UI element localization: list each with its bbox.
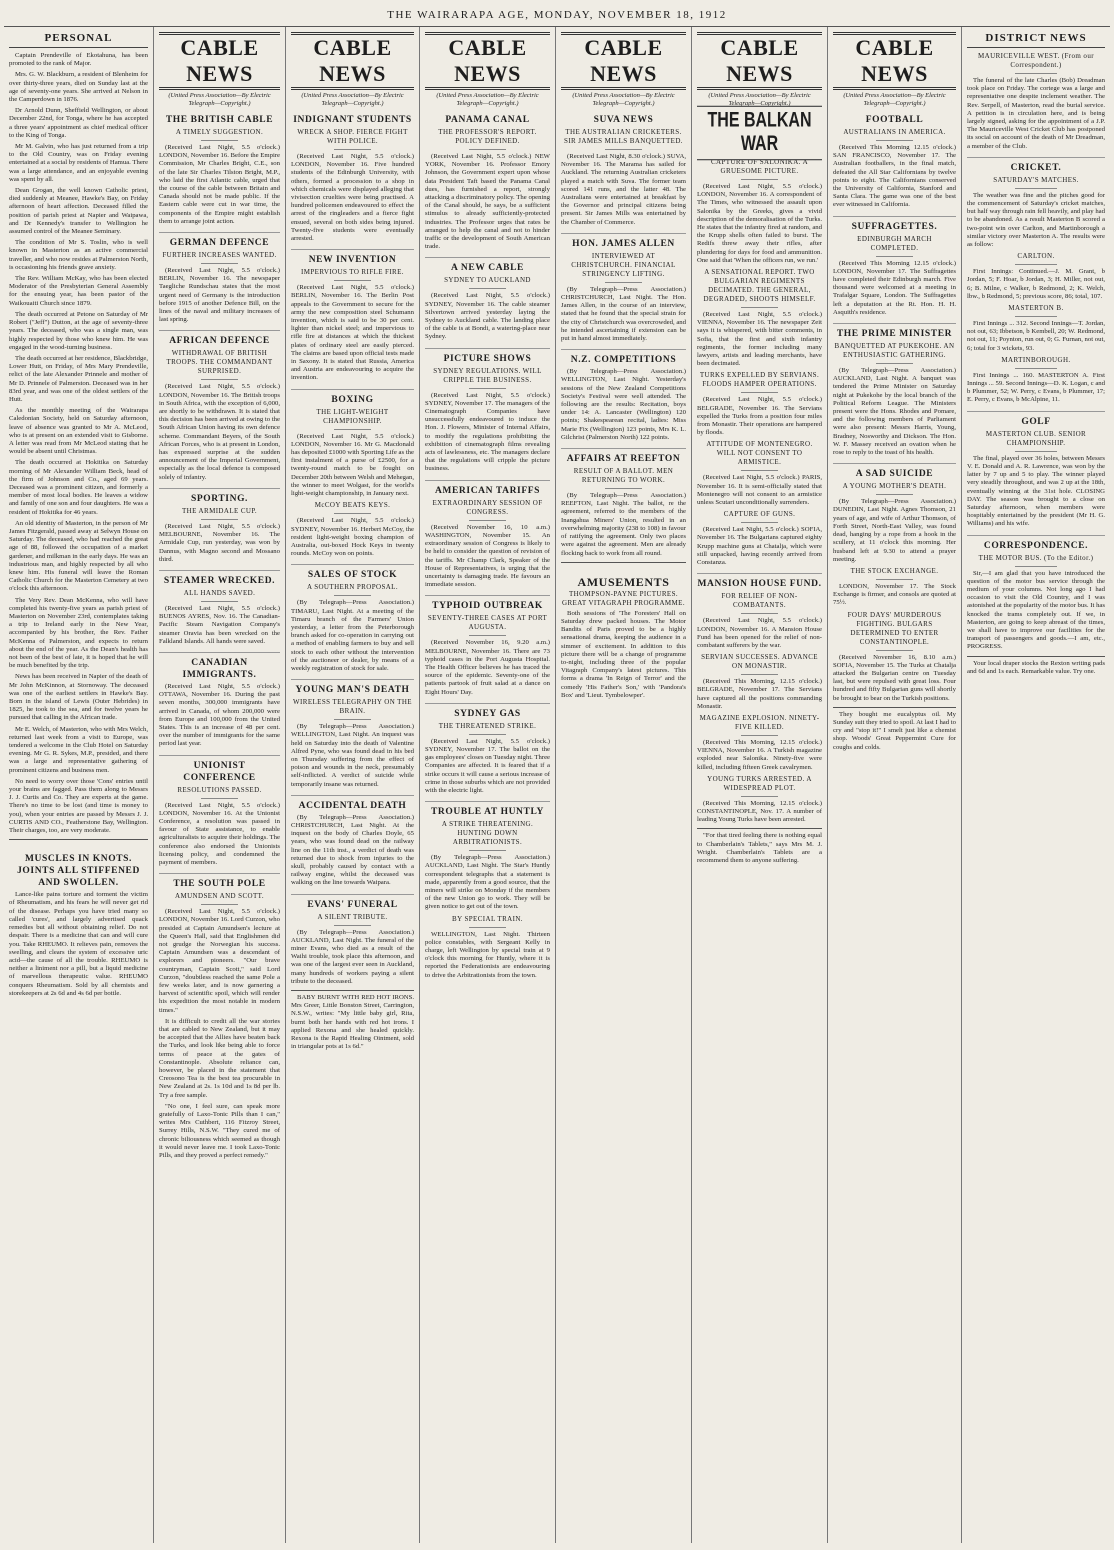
personal-item: An old identity of Masterton, in the person of Mr James Fitzgerald, passed away at Selwyn House on Saturday. The deceased, who had reached the great age of 88, followed the occupation of a market gardener, and milkman in the early days. He was an industrious man, and highly respected by all who knew him. His funeral will leave the Roman Catholic Church for the Masterton Cemetery at two o'clock this afternoon.	[9, 519, 148, 593]
divider	[741, 674, 779, 675]
article	[159, 570, 280, 646]
article-text: WELLINGTON, Last Night. Thirteen police constables, with Sergeant Kelly in charge, left Wellington by special train at 9 o'clock this morning for Huntly, where it is reported the Federationists are endeavouring to drive the Arbitrationists from the town.	[425, 930, 550, 979]
article-subheading: THE PROFESSOR'S REPORT. POLICY DEFINED.	[438, 128, 537, 145]
article-text: (Received Last Night, 5.5 o'clock.) SOFIA, November 16. The Bulgarians captured eighty Krupp machine guns at Chatalja, which were still unpacked, having recently arrived from Constanza.	[697, 526, 822, 567]
divider	[469, 635, 507, 636]
advertisement	[291, 990, 414, 1051]
article-text: It is difficult to credit all the war stories that are cabled to New Zealand, but it may be accepted that the Allies have beaten back the Turks, and look like being able to force terms of peace at the gates of Constantinople. Absolute reliance can, however, be placed in the statement that Creosono Tea is the best tea procurable in New Zealand at 2s. 1s 10d and 1s 8d per lb. Try a free sample.	[159, 1017, 280, 1099]
divider	[201, 140, 237, 141]
article-headline: NEW INVENTION	[291, 249, 414, 266]
article-headline: AFFAIRS AT REEFTON	[561, 448, 686, 465]
article-text: (By Telegraph—Press Association.) WELLINGTON, Last Night. Yesterday's sessions of the New Zealand Competitions Society's Festival were well attended. The following are the results: Recitation, boys under 14: A. Lancaster (Wellington) 120 points; Shakespearean recital, ladies: Miss Marie Fix (Wellington) 123 points, Mrs K. L. Gilchrist (Palmerston North) 122 points.	[561, 368, 686, 441]
article	[159, 1018, 280, 1100]
divider	[469, 388, 507, 389]
article-subheading: INTERVIEWED AT CHRISTCHURCH. FINANCIAL STRINGENCY LIFTING.	[571, 251, 676, 278]
article-headline: FOOTBALL	[865, 115, 924, 125]
articles	[425, 114, 550, 980]
article	[833, 463, 956, 564]
article-headline: THE PRIME MINISTER	[833, 323, 956, 340]
article	[561, 233, 686, 343]
divider	[469, 520, 507, 521]
cable-news-banner: CABLE NEWS	[561, 32, 686, 90]
column-personal	[4, 27, 154, 1543]
article-text: (Received Last Night, 5.5 o'clock.) VIENNA, November 16. The newspaper Zeit says it is whispered, with bitter comments, in Sofia, that the first and sixth infantry regiments, the former including many lawyers, artists and leading merchants, have been decimated.	[697, 311, 822, 368]
article	[425, 257, 550, 341]
divider	[876, 579, 913, 580]
article-headline: THE BRITISH CABLE	[165, 115, 274, 125]
divider	[876, 650, 913, 651]
article-headline: SPORTING.	[159, 488, 280, 505]
advertisement	[9, 839, 148, 998]
article-text: (By Telegraph—Press Association.) AUCKLAND, Last Night. The funeral of the miner Evans, who died as a result of the Waihi trouble, took place this afternoon, and was one of the largest ever seen in Auckland, many hundreds of workers paying a silent tribute to the deceased.	[291, 928, 414, 985]
article	[159, 232, 280, 324]
article	[159, 652, 280, 749]
article	[967, 356, 1105, 405]
cable-news-banner: CABLE NEWS	[833, 32, 956, 90]
ad-text: They bought me eucalyptus oil. My Sunday suit they tried to spoil. At last I had to cry and "stop it!" I smelt just like a chemist shop. Woods' Great Peppermint Cure for coughs and colds.	[833, 710, 956, 751]
article-subheading: SATURDAY'S MATCHES.	[993, 175, 1079, 184]
article-headline: CRICKET.	[967, 157, 1105, 174]
article-text: (Received November 16, 10 a.m.) WASHINGTON, November 15. An extraordinary session of Congress is likely to be held to consider the question of revision of the tariffs. Mr Champ Clark, Speaker of the House of Representatives, is urging that the uncertainty is damaging trade. He favours an immediate session.	[425, 523, 550, 589]
article	[425, 703, 550, 795]
divider	[605, 149, 643, 150]
press-association-credit: (United Press Association—By Electric Telegraph—Copyright.)	[572, 92, 675, 107]
divider	[876, 363, 913, 364]
article-subheading: EDINBURGH MARCH COMPLETED.	[857, 234, 932, 252]
ad-text: Your local draper stocks the Rexton writing pads and 6d and 1s each. Remarkable value. Try one.	[967, 659, 1105, 675]
article	[967, 157, 1105, 249]
article	[159, 873, 280, 1015]
article-subheading: MAGAZINE EXPLOSION. NINETY-FIVE KILLED.	[699, 713, 820, 731]
article	[967, 535, 1105, 652]
article-headline: MANSION HOUSE FUND.	[697, 573, 822, 590]
ad-subtitle: THOMPSON-PAYNE PICTURES. GREAT VITAGRAPH PROGRAMME.	[562, 589, 685, 607]
article-text: (By Telegraph—Press Association.) REEFTON, Last Night. The ballot, re the agreement, referred to the members of the Inangahua Miners' Union, resulted in an overwhelming majority (238 to 108) in favour of ratifying the agreement. Only two places were against the agreement. Men are already flocking back to work from all round.	[561, 492, 686, 557]
divider	[876, 494, 913, 495]
article-text: The final, played over 36 holes, between Messrs V. E. Donald and A. R. Lawrence, was won by the latter by 7 up and 5 to play. The winner played very steadily throughout, and was 2 up at the 18th, eventually winning at the 31st hole. CLOSING DAY. The season was brought to a close on Saturday afternoon, when members were hospitably entertained by the president (Mr H. G. Williams) and his wife.	[967, 454, 1105, 528]
article-headline: SUVA NEWS	[593, 115, 654, 125]
article-headline: YOUNG MAN'S DEATH	[291, 679, 414, 696]
article	[697, 775, 822, 825]
article-text: (Received This Morning, 12.15 o'clock.) VIENNA, November 16. A Turkish magazine exploded near Salonika. Ninety-five were killed, including fifteen Greek cavalrymen.	[697, 738, 822, 771]
article-headline: SYDNEY GAS	[425, 703, 550, 720]
article	[425, 595, 550, 696]
divider	[201, 379, 237, 380]
article-subheading: CARLTON.	[1017, 252, 1055, 261]
article	[425, 114, 550, 251]
ad-title: AMUSEMENTS	[577, 574, 670, 589]
article-headline: BOXING	[291, 389, 414, 406]
articles	[159, 114, 280, 1160]
article-text: (By Telegraph—Press Association.) CHRISTCHURCH, Last Night. At the inquest on the body of Charles Doyle, 65 years, who was found dead on the railway line on the 11th inst., a verdict of death was returned due to shock from injuries to the skull, probably caused by contact with a railway engine, whilst the deceased was walking on the line towards Waipara.	[291, 813, 414, 887]
article-headline: PANAMA CANAL	[445, 115, 530, 125]
article-text: (Received Last Night, 5.5 o'clock.) PARIS, November 16. It is semi-officially stated that Montenegro will not consent to an armistice unless Scutari unconditionally surrenders.	[697, 474, 822, 507]
article-headline: A SAD SUICIDE	[833, 463, 956, 480]
article	[291, 894, 414, 986]
article-text: (By Telegraph—Press Association.) DUNEDIN, Last Night. Agnes Thomson, 21 years of age, and wife of Arthur Thomson, of Forth Street, North-East Valley, was found dead, hanging by a rope from a hook in the scullery, at 11 o'clock this morning. Her husband left at 9.30 to attend a prayer meeting.	[833, 498, 956, 563]
divider	[605, 488, 643, 489]
advertisement	[697, 828, 822, 865]
article-text: (Received Last Night, 8.30 o'clock.) SUVA, November 16. The Marama has sailed for Auckland. The returning Australian cricketers played a match with Suva. The former team scored 141 runs, and the latter 48. The Australians were entertained at breakfast by the Governor and principal citizens being present. Sir James Mills was entertained by the Chamber of Commerce.	[561, 153, 686, 226]
article-subheading: THE LIGHT-WEIGHT CHAMPIONSHIP.	[316, 407, 389, 425]
article-subheading: AUSTRALIANS IN AMERICA.	[843, 128, 946, 136]
article-text: (Received Last Night, 5.5 o'clock.) LONDON, November 16. Mr G. Macdonald has deposited £1000 with Sporting Life as the first instalment of a purse of £2500, for a twenty-round match to be fought on December 20th between Welsh and Mehegan, the winner to meet Wolgast, for the world's light-weight championship, in January next.	[291, 432, 414, 498]
article-text: (Received Last Night, 5.5 o'clock.) MELBOURNE, November 16. The Armidale Cup, run yesterday, was won by Dannus, with Magno second and Mossano third.	[159, 522, 280, 563]
personal-item: Mr E. Welch, of Masterton, who with Mrs Welch, returned last week from a visit to Europe, was tendered a welcome in the Club Hotel on Saturday evening. Mr G. R. Sykes, M.P., presided, and there was a large and representative gathering of prominent citizens and business men.	[9, 725, 148, 774]
article-subheading: THE THREATENED STRIKE.	[438, 721, 537, 730]
article-subheading: SERVIAN SUCCESSES. ADVANCE ON MONASTIR.	[701, 653, 818, 671]
personal-item: Mrs. G. W. Blackburn, a resident of Blenheim for over thirty-three years, died on Sunday last at the age of seventy-one years. She arrived at Nelson in the Camperdown in 1876.	[9, 71, 148, 104]
column-cable-news-2	[286, 27, 420, 1543]
divider	[469, 850, 507, 851]
divider	[334, 595, 371, 596]
article	[833, 567, 956, 608]
article-text: (By Telegraph—Press Association.) AUCKLAND, Last Night. A banquet was tendered the Prime Minister on Saturday night at Pukekohe by the local branch of the Political Reform League. The Ministers present were the Hons. Rhodes and Pomare, and the following members of Parliament were also present: Messrs Harris, Young, Bradney, Nosworthy and Dickson. The Hon. W. F. Massey received an ovation when he rose to reply to the toast of his health.	[833, 367, 956, 457]
article-subheading: MAURICEVILLE WEST. (From our Correspondent.)	[978, 52, 1094, 69]
article-subheading: BANQUETTED AT PUKEKOHE. AN ENTHUSIASTIC GATHERING.	[834, 342, 955, 360]
press-association-credit: (United Press Association—By Electric Telegraph—Copyright.)	[436, 92, 539, 107]
article-subheading: FURTHER INCREASES WANTED.	[162, 251, 277, 260]
personal-item: Dean Grogan, the well known Catholic priest, died suddenly at Meanee, Hawke's Bay, on Friday afternoon of heart affection. Deceased filled the position of parish priest at Napier and Waipawa, and Dr Kennedy's transfer to Wellington he assumed control of the Meanee Seminary.	[9, 187, 148, 236]
article-subheading: CAPTURE OF GUNS.	[723, 510, 796, 519]
article-text: (Received Last Night, 5.5 o'clock.) BERLIN, November 16. The Berlin Post appeals to the Government to secure for the army the new composition steel Schumann invention, which is said to be 30 per cent. lighter than nickel steel; and impervious to rifle fire at distances at which the thickest plates of ordinary steel are easily pierced. The claims are based upon official tests made in Saxony. It is stated that Russia, America and Austria are endeavouring to acquire the invention.	[291, 284, 414, 382]
divider	[741, 392, 779, 393]
articles	[697, 158, 822, 824]
article	[291, 795, 414, 888]
divider	[876, 256, 913, 257]
article-subheading: CAPTURE OF SALONIKA. A GRUESOME PICTURE.	[710, 158, 809, 175]
article-headline: TYPHOID OUTBREAK	[425, 595, 550, 612]
article-text: (By Telegraph—Press Association.) WELLINGTON, Last Night. An inquest was held on Saturday into the death of Valentine Alfred Pyne, who was found dead in his bed on Thursday suffering from the effect of poison and wounds in the neck, presumably self-inflicted. A verdict of suicide while temporarily insane was returned.	[291, 723, 414, 788]
article	[697, 573, 822, 650]
divider	[201, 904, 237, 905]
article-text: First Innings ... 160. MASTERTON A. First Innings ... 59. Second Innings—D. K. Logan, c and b Plummer, 52; W. Perry, c Evans, b Plummer, 17; E. Perry, c Evans, b McAlpine, 11.	[967, 371, 1105, 404]
article-text: (Received Last Night, 5.5 o'clock.) LONDON, November 16. A Mansion House Fund has been opened for the relief of non-combatant sufferers by the war.	[697, 617, 822, 649]
divider	[201, 519, 237, 520]
ad-text: BABY BURNT WITH RED HOT IRONS. Mrs Greer, Little Bonston Street, Carrington, N.S.W., writes: "My little baby girl, Rita, burnt both her hands with red hot irons. I applied Rexona and she healed quickly. Rexona is the Rapid Healing Ointment, sold in triangular pots at 1s 6d."	[291, 994, 414, 1051]
article	[967, 252, 1105, 301]
article	[697, 440, 822, 507]
article-subheading: MARTINBOROUGH.	[1001, 355, 1071, 364]
article-headline: SALES OF STOCK	[291, 564, 414, 581]
article	[425, 348, 550, 474]
divider	[1015, 451, 1056, 452]
column-cable-news-4	[556, 27, 692, 1543]
article-subheading: THE AUSTRALIAN CRICKETERS. SIR JAMES MILLS BANQUETTED.	[564, 128, 683, 145]
press-association-credit: (United Press Association—By Electric Telegraph—Copyright.)	[708, 92, 811, 107]
article-subheading: A SILENT TRIBUTE.	[317, 912, 388, 921]
article-headline: TROUBLE AT HUNTLY	[425, 801, 550, 818]
article-subheading: WITHDRAWAL OF BRITISH TROOPS. THE COMMANDANT SURPRISED.	[166, 349, 273, 376]
article	[291, 679, 414, 789]
article-text: The weather was fine and the pitches good for the commencement of Saturday's cricket matches, but half way through rain fell heavily, and play had to be abandoned. As a result Masterton B scored a two-point win over Carlton, and Martinborough a similar victory over Masterton A. The results were as follow:	[967, 191, 1105, 249]
divider	[1015, 316, 1056, 317]
article-headline: SUFFRAGETTES.	[833, 216, 956, 233]
article-subheading: SYDNEY REGULATIONS. WILL CRIPPLE THE BUSINESS.	[433, 366, 542, 384]
article-text: (Received Last Night, 5.5 o'clock.) SYDNEY, November 16. Herbert McCoy, the resident light-weight boxing champion of Australia, out-boxed Hock Keys in twenty rounds. McCoy won on points.	[291, 517, 414, 558]
article-text: Sir,—I am glad that you have introduced the question of the motor bus service through the medium of your columns. Not long ago I had occasion to visit the Old Country, and I was astonished at the popularity of the motor bus. It has knocked the trams completely out. If we, in Masterton, are going to keep abreast of the times, we shall have to improve our facilities for the transport of passengers and goods.—I am, etc., PROGRESS.	[967, 569, 1105, 651]
divider	[201, 798, 237, 799]
article-subheading: THE STOCK EXCHANGE.	[850, 566, 939, 575]
divider	[334, 280, 371, 281]
press-association-credit: (United Press Association—By Electric Telegraph—Copyright.)	[301, 92, 404, 107]
article-text: (Received Last Night, 5.5 o'clock.) LONDON, November 16. The British troops in South Africa, with the exception of 6,000, are shortly to be withdrawn. It is stated that this decision has been arrived at owing to the South African Union having its own defence scheme. Commandant Beyers, of the South African Forces, who is at present in London, has expressed surprise at the sudden announcement of the Imperial Government, especially as the local defence is composed solely of infantry.	[159, 383, 280, 481]
cable-news-banner: CABLE NEWS	[291, 32, 414, 90]
article-text: (Received November 16, 8.10 a.m.) SOFIA, November 15. The Turks at Chatalja attacked the Bulgarian centre on Tuesday last, but were repulsed with great loss. Four hundred and fifty Bulgarian guns will shortly be brought to bear on the Turkish positions.	[833, 653, 956, 702]
masthead: THE WAIRARAPA AGE, MONDAY, NOVEMBER 18, 1912	[4, 4, 1110, 27]
article-subheading: A YOUNG MOTHER'S DEATH.	[842, 482, 947, 491]
cable-news-banner: CABLE NEWS	[159, 32, 280, 90]
article-text: (Received This Morning 12.15 o'clock.) SAN FRANCISCO, November 17. The Australian footballers, in the final match, defeated the All Star Californians by twelve points to eight. The Californians conserved the University of California, Stanford and Santa Clara. The game was one of the best ever witnessed in California.	[833, 144, 956, 209]
divider	[469, 927, 507, 928]
article	[833, 611, 956, 703]
article-text: (Received Last Night, 5.5 o'clock.) BERLIN, November 16. The newspaper Taegliche Rundschau states that the most urgent need of Germany is the introduction before 1915 of another Defence Bill, on the lines of the naval and military increases of last spring.	[159, 267, 280, 324]
article-text: (Received Last Night, 5.5 o'clock.) LONDON, November 16. Five hundred students of the Edinburgh University, with others, formed a procession to a shop in which chemicals were displayed alleging that vivisection cruelties were being practised. A hundred policemen endeavoured to effect the arrest of the ringleaders and a fierce fight ensued, several on both sides being injured. Twenty-five students were eventually arrested.	[291, 153, 414, 243]
article-headline: A NEW CABLE	[425, 257, 550, 274]
divider	[741, 613, 779, 614]
personal-item: Captain Prendeville of Ekotahuna, has been promoted to the rank of Major.	[9, 52, 148, 68]
ad-title: MUSCLES IN KNOTS. JOINTS ALL STIFFENED AND SWOLLEN.	[17, 854, 140, 889]
article	[291, 501, 414, 558]
article	[967, 304, 1105, 353]
divider	[741, 307, 779, 308]
personal-item: The death occurred at her residence, Blackbridge, Lower Hutt, on Friday, of Mrs Mary Prendeville, relict of the late Alexander Prinnele and mother of Mr D. Prinnele of Palmerston. Deceased was in her 83rd year, and was one of the oldest settlers of the Hutt.	[9, 354, 148, 403]
divider	[741, 470, 779, 471]
personal-item: No need to worry over those 'Cons' entries until your brains are fagged. Pass them along to Messrs J. J. Curtis and Co. They are experts at the game. There's no time to be lost (and time is money to you), when your entries are passed by Messrs J. J. CURTIS AND CO., Featherstone Bay, Wellington. Their charges, too, are very moderate.	[9, 777, 148, 835]
section-title: PERSONAL	[9, 32, 148, 48]
article	[159, 1103, 280, 1160]
divider	[334, 719, 371, 720]
article	[291, 114, 414, 243]
article	[967, 411, 1105, 529]
article-headline: INDIGNANT STUDENTS	[293, 115, 412, 125]
article	[561, 114, 686, 227]
article-text: The funeral of the late Charles (Bob) Dreadman took place on Friday. The cortege was a large and representative one despite inclement weather. The Rev. Serpell, of Masterton, read the burial service. A petition is in circulation here, and is being largely signed, asking for the appointment of a J.P. The Mauriceville West Cricket Club has postponed its social on account of the death of Mr Dreadman, a member of the Club.	[967, 77, 1105, 150]
article-subheading: THE ARMIDALE CUP.	[181, 506, 258, 515]
personal-paragraphs	[9, 52, 148, 835]
column-cable-news-3	[420, 27, 556, 1543]
cable-news-banner: CABLE NEWS	[425, 32, 550, 90]
article-text: (Received Last Night, 5.5 o'clock.) SYDNEY, November 16. The cable steamer Silvertown arrived yesterday laying the Sydney to Auckland cable. The landing place of the cable is at Bondi, a watering-place near Sydney.	[425, 292, 550, 341]
divider	[334, 149, 371, 150]
column-cable-news-5	[692, 27, 828, 1543]
article-subheading: BY SPECIAL TRAIN.	[452, 914, 523, 923]
personal-item: The death occurred at Hokitika on Saturday morning of Mr Alexander William Beck, head of the firm of Johnson and Co., aged 69 years. Deceased was a prominent citizen, and formerly a member of most local bodies. He leaves a widow and family of one son and four daughters. He was a resident of Hokitika for 46 years.	[9, 459, 148, 516]
article	[425, 801, 550, 911]
divider	[876, 140, 913, 141]
article-subheading: AMUNDSEN AND SCOTT.	[175, 892, 264, 901]
article-text: (By Telegraph—Press Association.) AUCKLAND, Last Night. The Star's Huntly correspondent telegraphs that a statement is made, apparently from a good source, that the miners will strike on Monday if the members of the new Union go to work. They will be given notice to get out of the town.	[425, 854, 550, 911]
article-subheading: SEVENTY-THREE CASES AT PORT AUGUSTA.	[427, 614, 548, 632]
article-subheading: WRECK A SHOP. FIERCE FIGHT WITH POLICE.	[297, 128, 408, 145]
column-district-news	[962, 27, 1110, 1543]
article-text: (Received November 16, 9.20 a.m.) MELBOURNE, November 16. There are 73 typhoid cases in the Port Augusta Hospital. The Health Officer believes he has traced the source of the epidemic. Seventy-one of the patients partook of fruit salad at a dance on Eight Hours' Day.	[425, 639, 550, 696]
divider	[741, 522, 779, 523]
ad-text: Lance-like pains torture and torment the victim of Rheumatism, and his fears he will never get rid of the disease. Perhaps you have tried many so called 'cures', and largely advertised quack remedies but all without obtaining relief. Do not despair. There is a medicine that can and will cure you. Take RHEUMO. It relieves pain, removes the swelling, and clears the system of excessive uric acid—the cause of all the trouble. RHEUMO is neither a liniment nor a pill, but a liquid medicine of marvellous therapeutic value. RHEUMO conquers Rheumatism. Sold by all chemists and storekeepers at 2s 6d and 4s 6d per bottle.	[9, 891, 148, 997]
ad-text: Both sessions of 'The Foresters' Hall on Saturday drew packed houses. The Motor Bandits of Paris proved to be a highly sensational drama, keeping the audience in a simmer of excitement. In addition to this picture there will be a change of programme to-night, including three of the popular Vitagraph Company's latest pictures. This forms a drama 'In Reign of Terror' and the comedy 'His Father's Son,' with 'Pandora's Box' and 'Lieut. Tymbelowper'.	[561, 609, 686, 699]
article-text: (By Telegraph—Press Association.) TIMARU, Last Night. At a meeting of the Timaru branch of the Farmers' Union yesterday, a letter from the Peterborough branch asked for co-operation in carrying out a method of enabling farmers to buy and sell stock to each other without the intervention of the auctioneer or dealer, by means of a weekly registration of stock for sale.	[291, 599, 414, 672]
article-text: (Received Last Night, 5.5 o'clock.) NEW YORK, November 16. Professor Emory Johnson, the Government expert upon whose data President Taft based the Panama Canal dues, has furnished a report, strongly attacking a discriminatory policy. The opening of the Canal should, he says, be a sufficient stimulus to already sufficiently-protected industries. The Professor urges that rates be arranged to help the canal and not to hinder traffic or the development of South American trade.	[425, 153, 550, 251]
amusements-advertisement	[561, 562, 686, 700]
article	[833, 323, 956, 457]
article	[697, 653, 822, 711]
personal-item: The Very Rev. Dean McKenna, who will have completed his twenty-five years as parish priest of Masterton on November 23rd, contemplates taking a trip to Ireland early in the New Year, accompanied by his brother, the Rev. Father McKenna of Palmerston, and expects to return about the end of the year. As the Dean's health has not been of the best of late, it is hoped that he will be much benefited by the trip.	[9, 596, 148, 670]
divider	[1015, 73, 1056, 74]
article-subheading: TURKS EXPELLED BY SERVIANS. FLOODS HAMPER OPERATIONS.	[699, 371, 820, 389]
article-headline: CORRESPONDENCE.	[967, 535, 1105, 552]
advertisement	[967, 656, 1105, 676]
divider	[741, 796, 779, 797]
article-subheading: A TIMELY SUGGESTION.	[175, 128, 264, 136]
advertisement	[833, 707, 956, 752]
column-cable-news-1	[154, 27, 286, 1543]
article-headline: GERMAN DEFENCE	[159, 232, 280, 249]
divider	[469, 288, 507, 289]
article-subheading: McCOY BEATS KEYS.	[314, 501, 391, 510]
articles	[561, 114, 686, 558]
article-text: (By Telegraph—Press Association.) CHRISTCHURCH, Last Night. The Hon. James Allen, in the course of an interview, stated that he found that the special strain for the city of Christchurch was overcrowded, and he intended ascertaining if extension can be put in hand almost immediately.	[561, 285, 686, 343]
article-headline: STEAMER WRECKED.	[159, 570, 280, 587]
article	[561, 448, 686, 558]
article-subheading: MASTERTON B.	[1008, 304, 1064, 313]
article-headline: PICTURE SHOWS	[425, 348, 550, 365]
article-subheading: RESOLUTIONS PASSED.	[177, 785, 262, 794]
article	[159, 330, 280, 481]
divider	[1015, 566, 1056, 567]
article-headline: EVANS' FUNERAL	[291, 894, 414, 911]
divider	[334, 925, 371, 926]
divider	[334, 429, 371, 430]
article	[159, 488, 280, 564]
article-headline: GOLF	[967, 411, 1105, 428]
article-text: (Received Last Night, 5.5 o'clock.) LONDON, November 16. Before the Empire Commission, Mr Charles Bright, C.E., son of the late Sir Charles Tilston Bright, M.P., who laid the first Atlantic cable, urged that the course of the cable between Britain and Canada should not be made public. If the Eastern cable were cut in war time, the components of the Empire might establish them to arrange joint action.	[159, 144, 280, 225]
personal-item: News has been received in Napier of the death of Mr John McKinnon, at Stornoway. The deceased was one of the earliest settlers in Hawke's Bay. Born in the island of Lewis (Outer Hebrides) in 1825, he took to the sea, and for twelve years he pursued that calling in the African trade.	[9, 673, 148, 722]
article-subheading: FOR RELIEF OF NON-COMBATANTS.	[721, 592, 798, 610]
article	[697, 371, 822, 437]
ad-text: "For that tired feeling there is nothing equal to Chamberlain's Tablets," says Mrs M. J. Wright. Chamberlain's Tablets are a recommend them to anyone suffering.	[697, 832, 822, 864]
divider	[1015, 188, 1056, 189]
article-headline: CANADIAN IMMIGRANTS.	[159, 652, 280, 681]
article	[697, 268, 822, 368]
article-headline: UNIONIST CONFERENCE	[159, 755, 280, 784]
article	[561, 349, 686, 442]
article-subheading: THE MOTOR BUS. (To the Editor.)	[978, 553, 1094, 562]
article	[425, 915, 550, 980]
article-text: (Received Last Night, 5.5 o'clock.) LONDON, November 16. A correspondent of The Times, who witnessed the assault upon Salonika by the Greeks, gives a vivid description of the demoralisation of the Turks. He states that the infantry fired at random, and the Krupp shells often failed to burst. The Redifs threw away their rifles, after plundering for days for food and ammunition. One said that 'When the officers run, we run.'	[697, 183, 822, 264]
divider	[741, 179, 779, 180]
article	[697, 714, 822, 772]
columns	[4, 27, 1110, 1543]
article-subheading: ATTITUDE OF MONTENEGRO. WILL NOT CONSENT TO ARMISTICE.	[706, 440, 813, 467]
article-headline: AMERICAN TARIFFS	[425, 480, 550, 497]
balkan-war-headline: THE BALKAN WAR	[697, 106, 822, 161]
article-subheading: MASTERTON CLUB. SENIOR CHAMPIONSHIP.	[985, 429, 1087, 447]
article	[697, 158, 822, 265]
article	[291, 249, 414, 382]
personal-item: The death occurred at Petone on Saturday of Mr Robert ("Jeff") Dutton, at the age of seventy-three years. The deceased, who was a single man, was highly respected by those who knew him. He was engaged in the wood-turning business.	[9, 310, 148, 351]
article-text: "No one, I feel sure, can speak more gratefully of Laxo-Tonic Pills than I can," writes Mrs Cuthbert, 116 Fitzroy Street, Surrey Hills, N.S.W. "They cured me of chronic biliousness which seemed as though it would never leave me. I took Laxo-Tonic Pills, and they proved a perfect remedy."	[159, 1102, 280, 1160]
divider	[201, 601, 237, 602]
personal-item: As the monthly meeting of the Wairarapa Caledonian Society, held on Saturday afternoon, leave of absence was granted to Mr A. McLeod, who is at present on an extended visit to Gisborne. A letter was read from Mr McLeod stating that he would be absent until Christmas.	[9, 407, 148, 456]
cable-news-banner: CABLE NEWS	[697, 32, 822, 90]
article-text: (Received Last Night, 5.5 o'clock.) OTTAWA, November 16. During the past seven months, 300,000 immigrants have arrived in Canada, of whom 200,000 were from Europe and 100,000 from the United States. This is an increase of 48 per cent. over the number of immigrants for the same period last year.	[159, 682, 280, 748]
article-subheading: FOUR DAYS' MURDEROUS FIGHTING. BULGARS DETERMINED TO ENTER CONSTANTINOPLE.	[847, 610, 942, 646]
article-subheading: A SENSATIONAL REPORT. TWO BULGARIAN REGIMENTS DECIMATED. THE GENERAL, DEGRADED, SHOOTS HIMSELF.	[703, 268, 816, 304]
article-text: LONDON, November 17. The Stock Exchange is firmer, and consols are quoted at 75½.	[833, 582, 956, 607]
article	[291, 564, 414, 673]
article-subheading: YOUNG TURKS ARRESTED. A WIDESPREAD PLOT.	[707, 774, 812, 792]
article-text: (Received This Morning, 12.15 o'clock.) BELGRADE, November 17. The Servians have captured all the positions commanding Monastir.	[697, 678, 822, 710]
article-text: First Innings ... 312. Second Innings—T. Jordan, not out, 63; Ibbetson, b Kembell, 20; W. Redmond, not out, 11; Poynton, run out, 0; G. Furnan, not out, 6; total for 3 wickets, 93.	[967, 320, 1105, 352]
article	[159, 114, 280, 226]
article-headline: AFRICAN DEFENCE	[159, 330, 280, 347]
article	[833, 216, 956, 317]
article-subheading: ALL HANDS SAVED.	[183, 588, 256, 597]
article-text: (Received This Morning 12.15 o'clock.) LONDON, November 17. The Suffragettes have completed their Edinburgh march. Five thousand were welcomed at a meeting in Trafalgar Square, London. The Suffragettes left a deputation at the Rt. Hon. H. H. Asquith's residence.	[833, 259, 956, 316]
article-text: (Received Last Night, 5.5 o'clock.) LONDON, November 16. Lord Curzon, who presided at Captain Amundsen's lecture at the Queen's Hall, said that Englishmen did not grudge the Norwegian his success. Captain Amundsen was a descendant of explorers and pioneers. "Our brave countryman, Captain Scott," said Lord Curzon, "doubtless reached the same Pole a few weeks later, and is now garnering a harvest of scientific spoil, which will render his expedition the most notable in modern times."	[159, 908, 280, 1014]
article-subheading: EXTRAORDINARY SESSION OF CONGRESS.	[432, 498, 543, 516]
divider	[469, 149, 507, 150]
article-headline: HON. JAMES ALLEN	[561, 233, 686, 250]
section-title: DISTRICT NEWS	[967, 32, 1105, 48]
article-headline: THE SOUTH POLE	[159, 873, 280, 890]
article	[967, 52, 1105, 151]
divider	[1015, 368, 1056, 369]
article-subheading: RESULT OF A BALLOT. MEN RETURNING TO WORK.	[573, 467, 674, 485]
column-cable-news-6	[828, 27, 962, 1543]
article	[425, 480, 550, 590]
article-text: (Received Last Night, 5.5 o'clock.) BUENOS AYRES, Nov. 16. The Canadian-Pacific Steam Navigation Company's steamer Oravia has been wrecked on the Falkland Islands. All hands were saved.	[159, 604, 280, 645]
article-subheading: A STRIKE THREATENING. HUNTING DOWN ARBITRATIONISTS.	[441, 820, 534, 847]
article-text: First Innings: Continued.—J. M. Grant, b Jordan, 5; F. Hoar, b Jordan, 3; H. Miller, not out, 6; B. Milne, c Walker, b Redmond, 2; K. Welch, lbw., b Redmond, 5; previous score, 86; total, 107.	[967, 268, 1105, 300]
article-subheading: A SOUTHERN PROPOSAL.	[306, 583, 399, 592]
article	[159, 755, 280, 868]
article-headline: ACCIDENTAL DEATH	[291, 795, 414, 812]
divider	[469, 734, 507, 735]
divider	[334, 513, 371, 514]
article	[291, 389, 414, 499]
personal-item: The Rev. William McKay, who has been elected Moderator of the Presbyterian General Assembly for the ensuing year, has been pastor of the Waikouaiti Church since 1879.	[9, 275, 148, 307]
personal-item: The condition of Mr S. Toslin, who is well known in Masterton as an active commercial traveller, and who now resides at Palmerston North, is occasioning his friends grave anxiety.	[9, 239, 148, 271]
divider	[1015, 264, 1056, 265]
press-association-credit: (United Press Association—By Electric Telegraph—Copyright.)	[843, 92, 946, 107]
divider	[605, 282, 643, 283]
divider	[741, 735, 779, 736]
personal-item: Dr Arnold Dunn, Sheffield Wellington, or about December 22nd, for Tonga, where he has accepted a three years' appointment as chief medical officer to the King of Tonga.	[9, 107, 148, 139]
press-association-credit: (United Press Association—By Electric Telegraph—Copyright.)	[168, 92, 271, 107]
article-headline: N.Z. COMPETITIONS	[561, 349, 686, 366]
articles	[291, 114, 414, 986]
article	[697, 510, 822, 567]
article-text: (Received Last Night, 5.5 o'clock.) LONDON, November 16. At the Unionist Conference, a resolution was passed in favour of State assistance, to enable agriculturalists to acquire their holdings. The conference also endorsed the Unionists licensing policy, and condemned the payment of members.	[159, 801, 280, 866]
articles	[833, 114, 956, 703]
article-subheading: SYDNEY TO AUCKLAND	[444, 276, 531, 285]
article-subheading: IMPERVIOUS TO RIFLE FIRE.	[301, 268, 404, 277]
divider	[201, 263, 237, 264]
article-text: (Received Last Night, 5.5 o'clock.) SYDNEY, November 17. The ballot on the gas employees' closes on Tuesday night. Three Companies are affected. It is feared that if a strike occurs it will cause a serious increase of crime in those suburbs which are not provided with the electric light.	[425, 737, 550, 794]
article-text: (Received Last Night, 5.5 o'clock.) BELGRADE, November 16. The Servians expelled the Turks from a position four miles from Monastir. Their operations are hampered by floods.	[697, 396, 822, 437]
article	[833, 114, 956, 210]
article-text: (Received This Morning, 12.15 o'clock.) CONSTANTINOPLE, Nov. 17. A number of leading Young Turks have been arrested.	[697, 799, 822, 824]
sections	[967, 52, 1105, 652]
article-text: (Received Last Night, 5.5 o'clock.) SYDNEY, November 17. The managers of the Cinematograph Companies have unsuccessfully endeavoured to induce the Hon. J. Flowers, Minister of Internal Affairs, to modify the regulations prohibiting the exhibition of cinematograph films revealing acts of lawlessness, etc. The managers declare that the regulations will cripple the picture business.	[425, 391, 550, 473]
article-subheading: WIRELESS TELEGRAPHY ON THE BRAIN.	[293, 698, 412, 716]
personal-item: Mr M. Galvin, who has just returned from a trip to the Old Country, was on Friday evening entertained at a social by residents of Hamua. There was a large attendance, and an enjoyable evening was spent by all.	[9, 143, 148, 183]
